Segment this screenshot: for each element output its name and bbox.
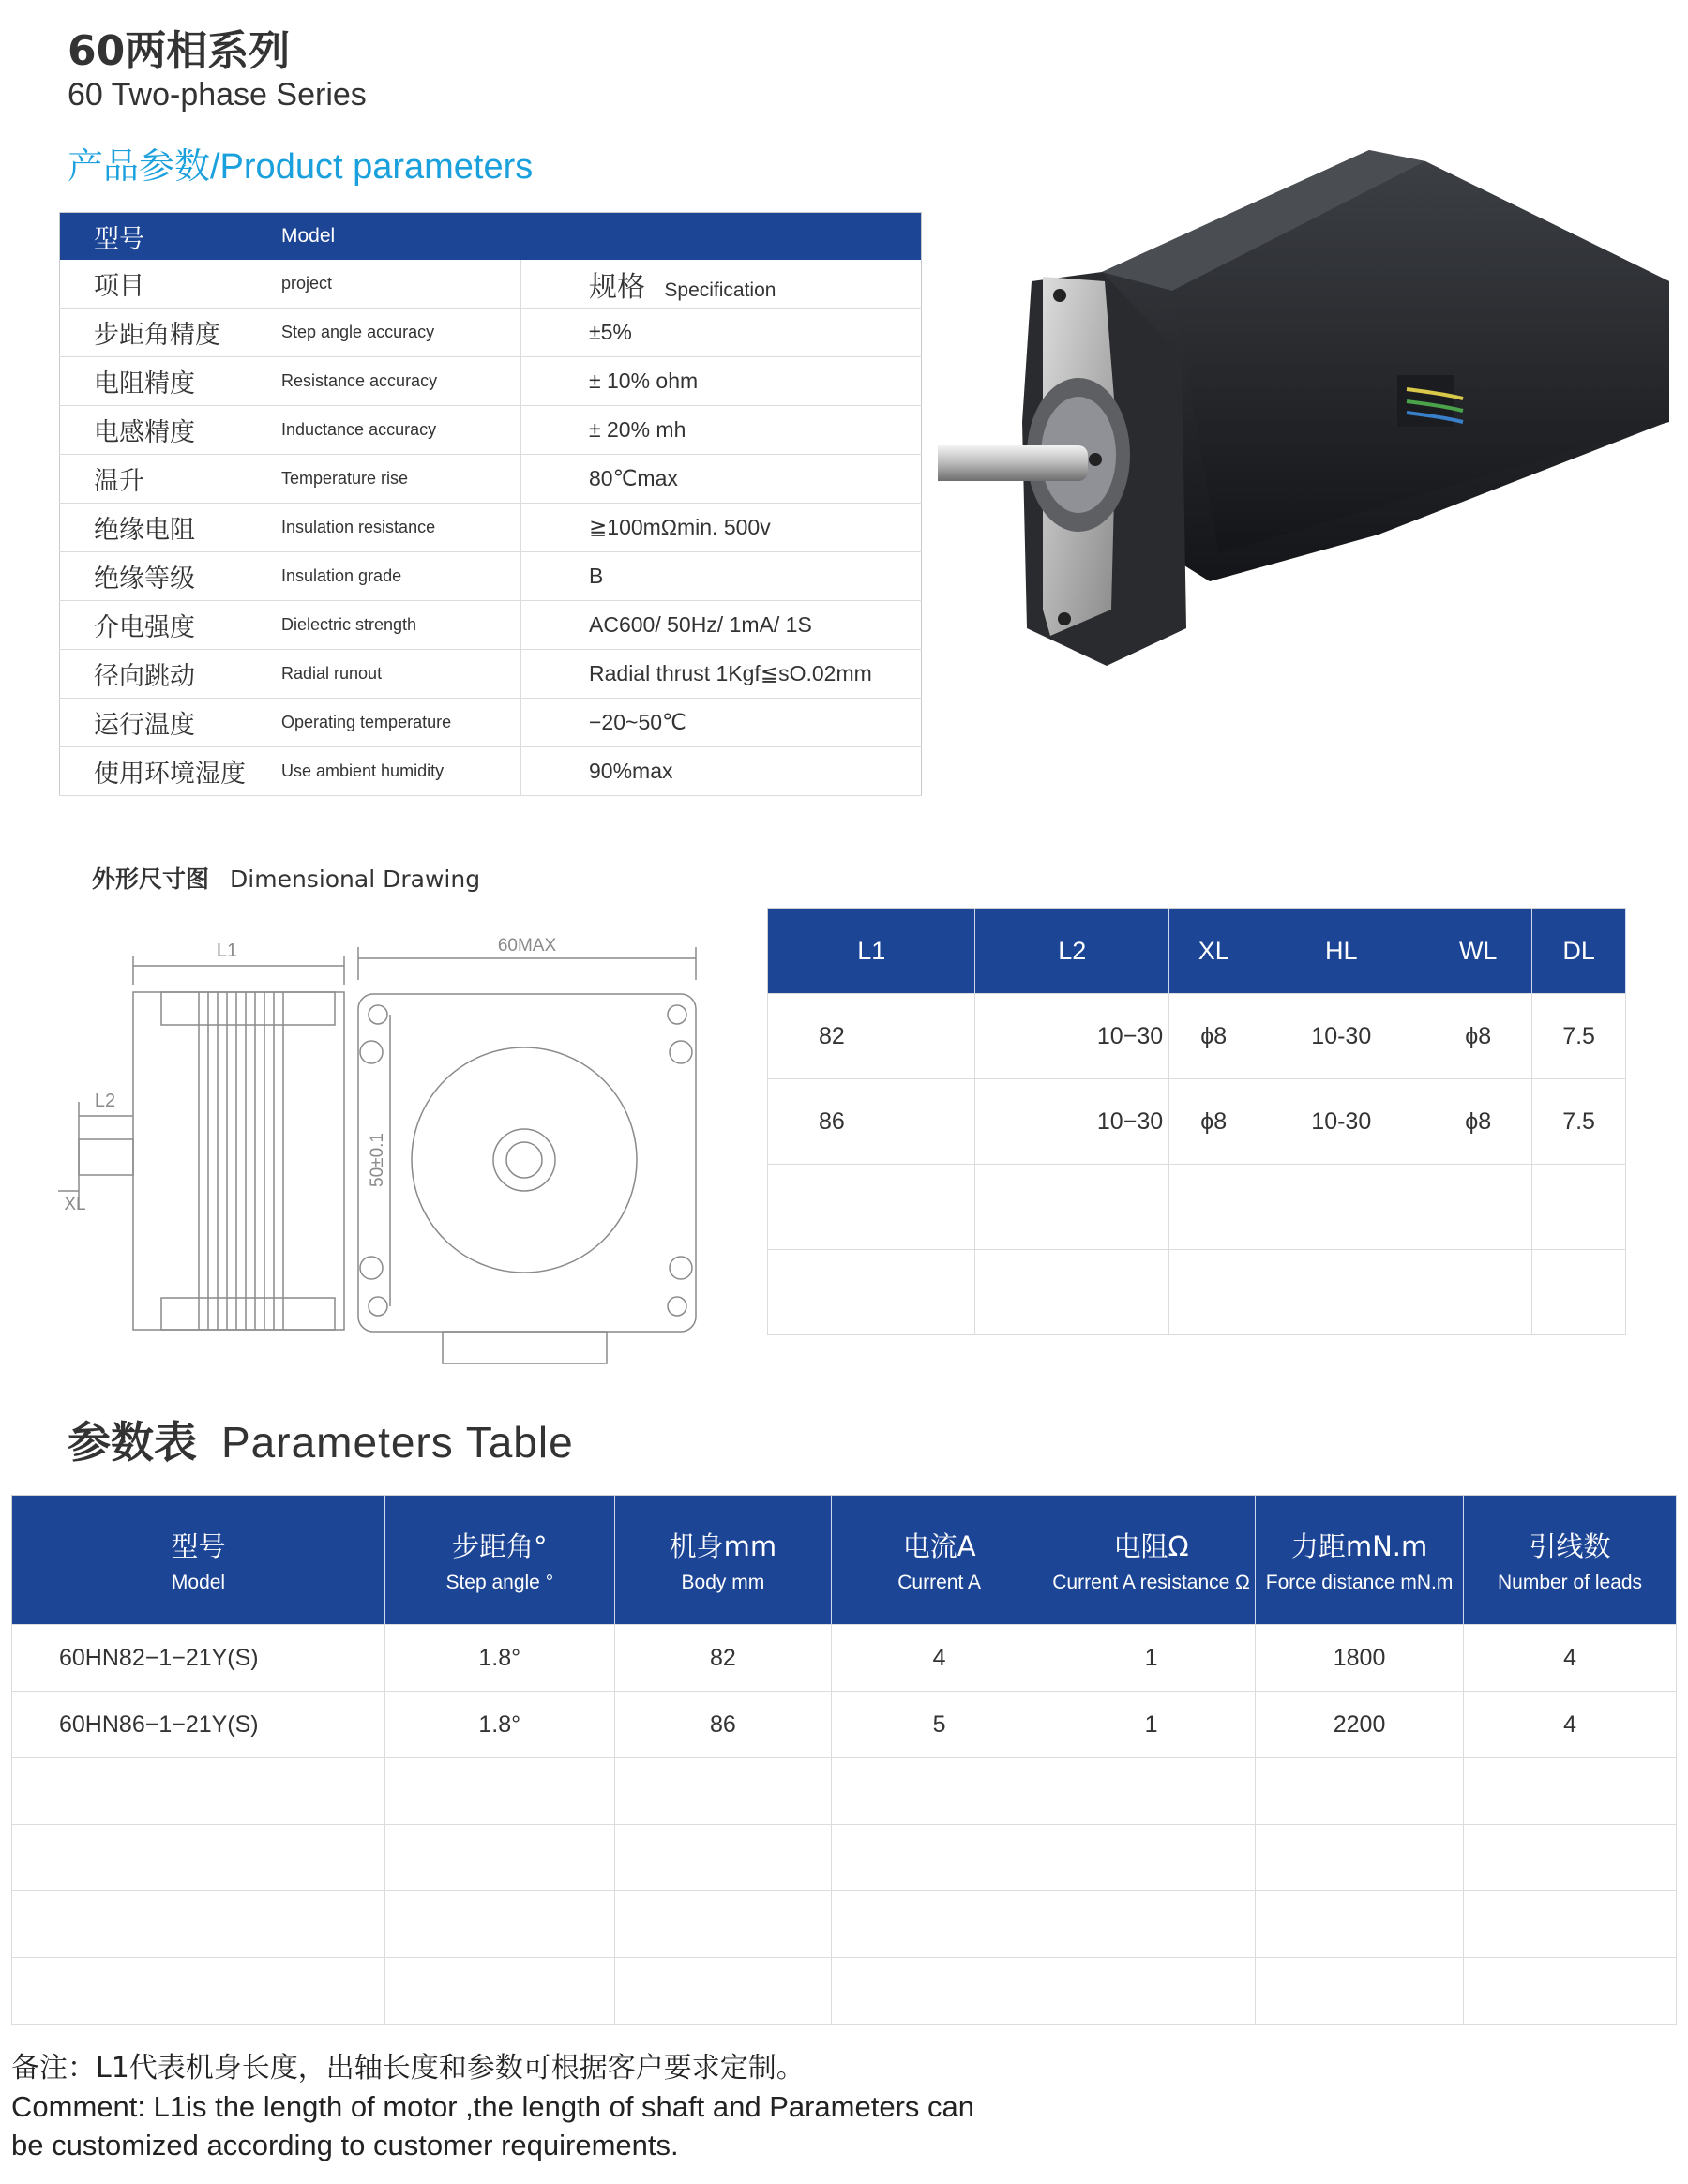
spec-zh: 规格 <box>589 271 645 303</box>
dimension-col-header: L2 <box>975 909 1169 994</box>
param-name-en: Insulation resistance <box>281 504 521 552</box>
project-en: project <box>281 260 521 309</box>
dimension-cell <box>1169 1165 1258 1250</box>
dimension-col-header: L1 <box>768 909 975 994</box>
dimension-col-header: DL <box>1532 909 1626 994</box>
parameters-col-header-zh: 电流A <box>902 1530 976 1562</box>
dimensional-drawing-label-zh: 外形尺寸图 <box>92 866 210 893</box>
param-name-en: Dielectric strength <box>281 601 521 650</box>
parameters-table-row <box>12 1891 1677 1958</box>
product-params-row <box>60 406 922 455</box>
parameters-table-row <box>12 1825 1677 1891</box>
parameters-col-header-zh: 引线数 <box>1529 1530 1611 1562</box>
dimension-col-header: HL <box>1258 909 1424 994</box>
param-name-zh: 绝缘等级 <box>60 552 282 601</box>
parameters-cell: 1 <box>1047 1625 1256 1692</box>
dimension-col-header: XL <box>1169 909 1258 994</box>
param-value: Radial thrust 1Kgf≦sO.02mm <box>521 650 922 699</box>
parameters-heading-en: Parameters Table <box>221 1418 574 1467</box>
parameters-table-header <box>12 1496 1677 1625</box>
parameters-cell: 4 <box>1464 1692 1677 1758</box>
dimension-cell <box>1169 1250 1258 1335</box>
parameters-cell: 1.8° <box>385 1692 615 1758</box>
param-value: ± 10% ohm <box>521 357 922 406</box>
drawing-label-l1: L1 <box>216 941 238 961</box>
dimensional-drawing <box>58 928 715 1369</box>
product-params-header-row <box>60 213 922 261</box>
parameters-col-header-zh: 电阻Ω <box>1113 1530 1189 1562</box>
param-value: B <box>521 552 922 601</box>
param-name-zh: 绝缘电阻 <box>60 504 282 552</box>
param-name-zh: 温升 <box>60 455 282 504</box>
stepper-motor-photo <box>938 141 1679 675</box>
dimension-cell: ϕ8 <box>1424 1079 1532 1165</box>
parameters-col-header-en: Current A resistance Ω <box>1052 1572 1250 1593</box>
dimension-table-row <box>768 994 1626 1079</box>
dimensional-drawing-label-en: Dimensional Drawing <box>230 866 481 893</box>
param-value: ± 20% mh <box>521 406 922 455</box>
param-name-zh: 使用环境湿度 <box>60 747 282 796</box>
drawing-label-xl: XL <box>64 1195 86 1214</box>
parameters-table-row <box>12 1758 1677 1825</box>
product-params-row <box>60 504 922 552</box>
dimension-cell: 7.5 <box>1532 1079 1626 1165</box>
dimension-cell: 10−30 <box>975 1079 1169 1165</box>
note-zh: 备注：L1代表机身长度，出轴长度和参数可根据客户要求定制。 <box>11 2052 805 2085</box>
parameters-cell <box>385 1758 615 1825</box>
dimension-cell: 7.5 <box>1532 994 1626 1079</box>
parameters-col-header-zh: 机身mm <box>669 1530 777 1562</box>
dimensional-drawing-label <box>92 861 480 895</box>
parameters-col-header-en: Force distance mN.m <box>1265 1572 1454 1593</box>
parameters-cell <box>12 1891 385 1958</box>
dimension-cell <box>1258 1250 1424 1335</box>
parameters-table-row <box>12 1958 1677 2025</box>
param-name-en: Operating temperature <box>281 699 521 747</box>
dimension-table-row <box>768 1250 1626 1335</box>
dimension-cell <box>768 1165 975 1250</box>
dimension-cell <box>768 1250 975 1335</box>
dimension-col-header: WL <box>1424 909 1532 994</box>
dimension-cell: 10−30 <box>975 994 1169 1079</box>
parameters-cell <box>1047 1758 1256 1825</box>
product-params-row <box>60 552 922 601</box>
dimension-cell <box>1532 1165 1626 1250</box>
dimension-cell <box>1532 1250 1626 1335</box>
parameters-cell: 1800 <box>1256 1625 1464 1692</box>
parameters-cell <box>1256 1758 1464 1825</box>
page-title-en: 60 Two-phase Series <box>68 77 367 113</box>
parameters-col-header <box>832 1496 1047 1625</box>
param-name-zh: 径向跳动 <box>60 650 282 699</box>
parameters-cell <box>832 1891 1047 1958</box>
dimension-cell: 10-30 <box>1258 994 1424 1079</box>
parameters-cell <box>1256 1825 1464 1891</box>
dimension-table-row <box>768 1079 1626 1165</box>
param-name-zh: 运行温度 <box>60 699 282 747</box>
parameters-cell <box>385 1958 615 2025</box>
parameters-cell <box>614 1891 832 1958</box>
dimension-cell: 82 <box>768 994 975 1079</box>
parameters-col-header-en: Number of leads <box>1497 1572 1643 1593</box>
parameters-col-header-zh: 步距角° <box>452 1530 548 1562</box>
parameters-cell <box>832 1825 1047 1891</box>
param-value: ≧100mΩmin. 500v <box>521 504 922 552</box>
parameters-cell <box>1047 1958 1256 2025</box>
product-params-heading: 产品参数/Product parameters <box>68 147 534 187</box>
parameters-cell: 60HN86−1−21Y(S) <box>12 1692 385 1758</box>
parameters-cell <box>1464 1758 1677 1825</box>
parameters-cell <box>1047 1891 1256 1958</box>
dimension-cell <box>1424 1250 1532 1335</box>
parameters-col-header <box>1256 1496 1464 1625</box>
parameters-cell <box>832 1758 1047 1825</box>
parameters-cell <box>12 1825 385 1891</box>
dimension-table <box>767 908 1626 1335</box>
parameters-table <box>11 1495 1677 2025</box>
note-en-line1: Comment: L1is the length of motor ,the length of shaft and Parameters can <box>11 2090 975 2123</box>
param-name-en: Resistance accuracy <box>281 357 521 406</box>
parameters-col-header <box>12 1496 385 1625</box>
project-zh: 项目 <box>60 260 282 309</box>
dimension-cell <box>975 1250 1169 1335</box>
note-en-line2: be customized according to customer requirements. <box>11 2129 679 2161</box>
param-name-en: Temperature rise <box>281 455 521 504</box>
parameters-col-header <box>1464 1496 1677 1625</box>
parameters-table-heading <box>68 1408 574 1470</box>
param-name-zh: 介电强度 <box>60 601 282 650</box>
parameters-cell <box>1256 1891 1464 1958</box>
parameters-cell <box>614 1958 832 2025</box>
dimension-table-header <box>768 909 1626 994</box>
param-name-en: Step angle accuracy <box>281 309 521 357</box>
param-value: 80℃max <box>521 455 922 504</box>
product-params-row <box>60 309 922 357</box>
dimension-cell <box>975 1165 1169 1250</box>
dimension-table-row <box>768 1165 1626 1250</box>
parameters-cell: 5 <box>832 1692 1047 1758</box>
parameters-cell: 1.8° <box>385 1625 615 1692</box>
parameters-cell <box>12 1958 385 2025</box>
dimension-cell: ϕ8 <box>1169 994 1258 1079</box>
param-name-zh: 电感精度 <box>60 406 282 455</box>
parameters-col-header <box>385 1496 615 1625</box>
dimension-cell: ϕ8 <box>1169 1079 1258 1165</box>
parameters-cell: 82 <box>614 1625 832 1692</box>
param-value: −20~50℃ <box>521 699 922 747</box>
parameters-table-row <box>12 1692 1677 1758</box>
parameters-cell <box>12 1758 385 1825</box>
parameters-cell <box>614 1825 832 1891</box>
dimension-cell <box>1424 1165 1532 1250</box>
model-zh: 型号 <box>60 213 282 261</box>
drawing-label-width: 60MAX <box>497 936 557 956</box>
parameters-col-header-en: Body mm <box>681 1572 765 1593</box>
model-en: Model <box>281 213 521 261</box>
product-params-table <box>59 212 922 796</box>
parameters-cell <box>1464 1891 1677 1958</box>
product-params-subheader-row <box>60 260 922 309</box>
parameters-cell: 2200 <box>1256 1692 1464 1758</box>
parameters-col-header <box>614 1496 832 1625</box>
page-title-zh: 60两相系列 <box>68 27 291 75</box>
parameters-col-header-en: Current A <box>897 1572 981 1593</box>
parameters-col-header-zh: 力距mN.m <box>1290 1530 1428 1562</box>
dimension-cell: 86 <box>768 1079 975 1165</box>
parameters-col-header-en: Model <box>171 1572 226 1593</box>
drawing-label-hole: 50±0.1 <box>368 1133 387 1187</box>
parameters-cell <box>385 1825 615 1891</box>
param-name-en: Inductance accuracy <box>281 406 521 455</box>
parameters-cell <box>385 1891 615 1958</box>
parameters-col-header-en: Step angle ° <box>445 1572 554 1593</box>
parameters-cell: 60HN82−1−21Y(S) <box>12 1625 385 1692</box>
param-name-en: Radial runout <box>281 650 521 699</box>
product-params-row <box>60 455 922 504</box>
product-params-row <box>60 357 922 406</box>
param-name-zh: 电阻精度 <box>60 357 282 406</box>
parameters-cell <box>1256 1958 1464 2025</box>
dimension-cell <box>1258 1165 1424 1250</box>
drawing-label-l2: L2 <box>94 1091 116 1111</box>
parameters-cell <box>832 1958 1047 2025</box>
parameters-cell <box>1047 1825 1256 1891</box>
parameters-cell <box>614 1758 832 1825</box>
parameters-heading-zh: 参数表 <box>68 1417 197 1468</box>
param-name-en: Insulation grade <box>281 552 521 601</box>
param-name-en: Use ambient humidity <box>281 747 521 796</box>
parameters-col-header-zh: 型号 <box>171 1530 226 1562</box>
product-params-row <box>60 601 922 650</box>
product-params-row <box>60 747 922 796</box>
product-params-row <box>60 650 922 699</box>
spec-en: Specification <box>664 279 776 301</box>
dimension-cell: ϕ8 <box>1424 994 1532 1079</box>
param-value: ±5% <box>521 309 922 357</box>
parameters-cell <box>1464 1958 1677 2025</box>
param-value: 90%max <box>521 747 922 796</box>
param-name-zh: 步距角精度 <box>60 309 282 357</box>
parameters-table-row <box>12 1625 1677 1692</box>
comment-note <box>11 2049 974 2164</box>
parameters-col-header <box>1047 1496 1256 1625</box>
parameters-cell: 4 <box>1464 1625 1677 1692</box>
parameters-cell: 86 <box>614 1692 832 1758</box>
parameters-cell: 4 <box>832 1625 1047 1692</box>
product-params-row <box>60 699 922 747</box>
param-value: AC600/ 50Hz/ 1mA/ 1S <box>521 601 922 650</box>
parameters-cell: 1 <box>1047 1692 1256 1758</box>
parameters-cell <box>1464 1825 1677 1891</box>
dimension-cell: 10-30 <box>1258 1079 1424 1165</box>
